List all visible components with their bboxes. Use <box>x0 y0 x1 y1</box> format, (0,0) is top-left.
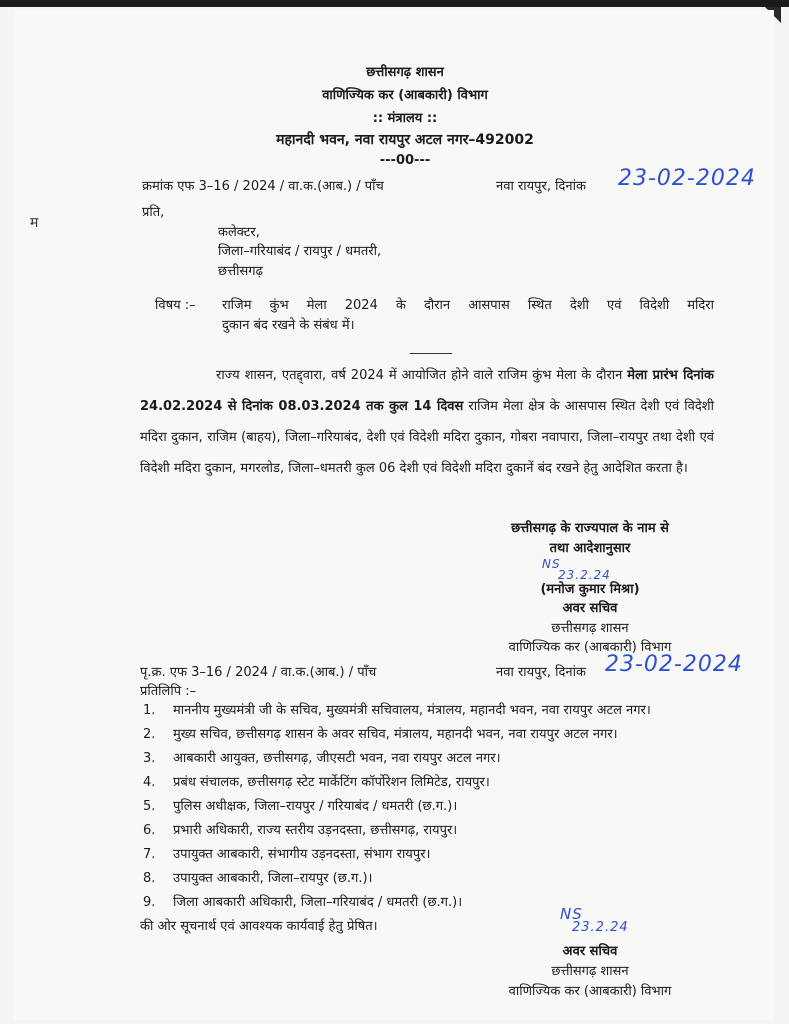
list-item-text: उपायुक्त आबकारी, संभागीय उड़नदस्ता, संभाग रायपुर। <box>173 847 431 862</box>
list-item-number: 6. <box>143 823 156 838</box>
header-address: महानदी भवन, नवा रायपुर अटल नगर–492002 <box>276 132 534 148</box>
sig1-initials: NS <box>542 557 561 571</box>
body-text-bold: मेला प्रारंभ दिनांक 24.02.2024 से दिनांक 08.03.2024 तक कुल 14 दिवस <box>140 368 714 414</box>
margin-mark: म <box>30 215 39 231</box>
list-item <box>143 822 713 839</box>
sig2-date: 23.2.24 <box>572 920 629 935</box>
list-item-number: 7. <box>143 847 156 862</box>
subject-line2: दुकान बंद रखने के संबंध में। <box>222 318 355 333</box>
order-date-handwritten: 23-02-2024 <box>618 166 756 191</box>
list-item <box>143 846 713 863</box>
list-item-text: पुलिस अधीक्षक, जिला–रायपुर / गरियाबंद / धमतरी (छ.ग.)। <box>173 799 458 814</box>
sig1-org1: छत्तीसगढ़ शासन <box>551 621 629 636</box>
sig1-line2: तथा आदेशानुसार <box>549 541 631 556</box>
list-item <box>143 798 713 815</box>
subject-line1: राजिम कुंभ मेला 2024 के दौरान आसपास स्थित देशी एवं विदेशी मदिरा <box>222 298 714 313</box>
recipient-line3: छत्तीसगढ़ <box>218 264 263 279</box>
list-item-number: 5. <box>143 799 156 814</box>
recipient-line2: जिला–गरियाबंद / रायपुर / धमतरी, <box>218 244 382 259</box>
sig2-org1: छत्तीसगढ़ शासन <box>551 964 629 979</box>
sig1-line1: छत्तीसगढ़ के राज्यपाल के नाम से <box>511 521 669 536</box>
sig1-date: 23.2.24 <box>558 568 611 582</box>
sig1-designation: अवर सचिव <box>562 601 618 616</box>
copy-place-date-label: नवा रायपुर, दिनांक <box>496 665 586 680</box>
list-item <box>143 870 713 887</box>
order-number: क्रमांक एफ 3–16 / 2024 / वा.क.(आब.) / पाँच <box>142 179 384 194</box>
list-item-text: प्रभारी अधिकारी, राज्य स्तरीय उड़नदस्ता, छत्तीसगढ़, रायपुर। <box>173 823 458 838</box>
subject-underline <box>410 353 452 354</box>
header-government: छत्तीसगढ़ शासन <box>366 65 444 80</box>
sig2-designation: अवर सचिव <box>562 944 618 959</box>
list-item <box>143 702 713 719</box>
list-item-number: 8. <box>143 871 156 886</box>
list-item-number: 2. <box>143 727 156 742</box>
body-paragraph <box>140 360 714 484</box>
closing-line: की ओर सूचनार्थ एवं आवश्यक कार्यवाई हेतु प्रेषित। <box>140 919 378 934</box>
copy-number: पृ.क्र. एफ 3–16 / 2024 / वा.क.(आब.) / पाँच <box>140 665 377 680</box>
list-item-text: आबकारी आयुक्त, छत्तीसगढ़, जीएसटी भवन, नवा रायपुर अटल नगर। <box>173 751 501 766</box>
top-dark-border <box>0 0 789 7</box>
list-item-text: जिला आबकारी अधिकारी, जिला–गरियाबंद / धमतरी (छ.ग.)। <box>173 895 463 910</box>
header-ministry: :: मंत्रालय :: <box>372 111 438 126</box>
subject-label: विषय :– <box>155 298 196 313</box>
list-item-number: 3. <box>143 751 156 766</box>
list-item <box>143 750 713 767</box>
header-department: वाणिज्यिक कर (आबकारी) विभाग <box>322 88 488 103</box>
list-item-number: 4. <box>143 775 156 790</box>
order-place-date-label: नवा रायपुर, दिनांक <box>496 179 586 194</box>
sig1-name: (मनोज कुमार मिश्रा) <box>540 582 640 597</box>
body-text-part2: राजिम मेला क्षेत्र के आसपास स्थित देशी एवं विदेशी मदिरा दुकान, राजिम (बाहय), जिला–गरियाबंद, देशी एवं विदेशी मदिरा दुकान, गोबरा नवापारा, जिला–रायपुर तथा देशी एवं विदेशी मदिरा दुकान, मगरलोड, जिला–धमतरी कुल 06 देशी एवं विदेशी मदिरा दुकानें बंद रखने हेतु आदेशित करता है। <box>140 399 714 476</box>
list-item-number: 9. <box>143 895 156 910</box>
recipient-line1: कलेक्टर, <box>218 225 260 240</box>
sig2-initials: NS <box>560 905 583 923</box>
list-item <box>143 774 713 791</box>
list-item-number: 1. <box>143 703 156 718</box>
list-item-text: माननीय मुख्यमंत्री जी के सचिव, मुख्यमंत्री सचिवालय, मंत्रालय, महानदी भवन, नवा रायपुर अटल नगर। <box>173 703 651 718</box>
header-separator: ---00--- <box>379 153 431 168</box>
list-item-text: प्रबंध संचालक, छत्तीसगढ़ स्टेट मार्केटिंग कॉर्पोरेशन लिमिटेड, रायपुर। <box>173 775 490 790</box>
copy-label: प्रतिलिपि :– <box>140 684 197 699</box>
sig1-org2: वाणिज्यिक कर (आबकारी) विभाग <box>508 640 672 655</box>
list-item-text: उपायुक्त आबकारी, जिला–रायपुर (छ.ग.)। <box>173 871 373 886</box>
list-item <box>143 726 713 743</box>
sig2-org2: वाणिज्यिक कर (आबकारी) विभाग <box>508 984 672 999</box>
list-item <box>143 894 713 911</box>
copy-list <box>143 702 713 918</box>
copy-date-handwritten: 23-02-2024 <box>605 652 743 677</box>
body-text-part1: राज्य शासन, एतद्द्वारा, वर्ष 2024 में आयोजित होने वाले राजिम कुंभ मेला के दौरान <box>216 368 628 383</box>
recipient-prati: प्रति, <box>142 205 165 220</box>
list-item-text: मुख्य सचिव, छत्तीसगढ़ शासन के अवर सचिव, मंत्रालय, महानदी भवन, नवा रायपुर अटल नगर। <box>173 727 618 742</box>
